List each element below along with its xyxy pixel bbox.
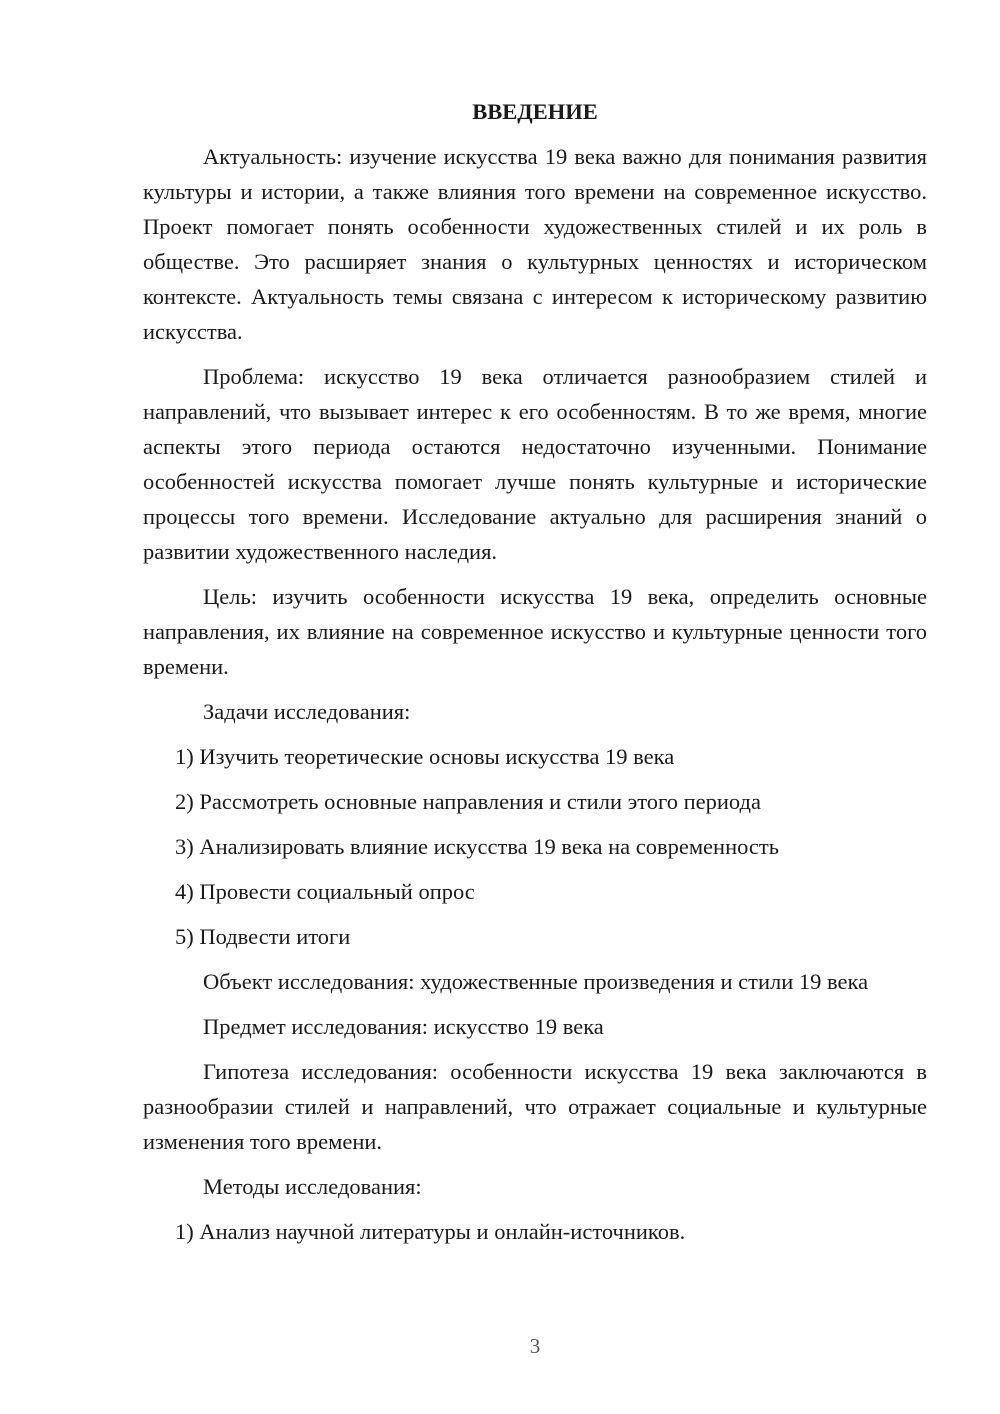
subject-paragraph: Предмет исследования: искусство 19 века — [203, 1014, 604, 1039]
task-item-2: 2) Рассмотреть основные направления и стили этого периода — [175, 789, 761, 814]
method-item-1: 1) Анализ научной литературы и онлайн-источников. — [175, 1219, 686, 1244]
methods-list — [143, 1214, 927, 1249]
page-content — [143, 94, 927, 1259]
object-paragraph: Объект исследования: художественные произведения и стили 19 века — [203, 969, 869, 994]
tasks-list — [143, 739, 927, 954]
section-heading: ВВЕДЕНИЕ — [472, 99, 598, 124]
task-item-3: 3) Анализировать влияние искусства 19 века на современность — [175, 834, 780, 859]
goal-paragraph: Цель: изучить особенности искусства 19 века, определить основные направления, их влияние на современное искусство и культурные ценности того времени. — [143, 584, 927, 679]
hypothesis-paragraph: Гипотеза исследования: особенности искусства 19 века заключаются в разнообразии стилей и направлений, что отражает социальные и культурные изменения того времени. — [143, 1059, 927, 1154]
task-item-5: 5) Подвести итоги — [175, 924, 351, 949]
tasks-title: Задачи исследования: — [203, 699, 411, 724]
problem-paragraph: Проблема: искусство 19 века отличается разнообразием стилей и направлений, что вызывает интерес к его особенностям. В то же время, многие аспекты этого периода остаются недостаточно изученными. Понимание особенностей искусства помогает лучше понять культурные и исторические процессы того времени. Исследование актуально для расширения знаний о развитии художественного наследия. — [143, 364, 927, 564]
task-item-1: 1) Изучить теоретические основы искусства 19 века — [175, 744, 675, 769]
methods-title: Методы исследования: — [203, 1174, 422, 1199]
task-item-4: 4) Провести социальный опрос — [175, 879, 475, 904]
page-number: 3 — [529, 1334, 541, 1358]
relevance-paragraph: Актуальность: изучение искусства 19 века важно для понимания развития культуры и истории, а также влияния того времени на современное искусство. Проект помогает понять особенности художественных стилей и их роль в обществе. Это расширяет знания о культурных ценностях и историческом контексте. Актуальность темы связана с интересом к историческому развитию искусства. — [143, 144, 927, 344]
